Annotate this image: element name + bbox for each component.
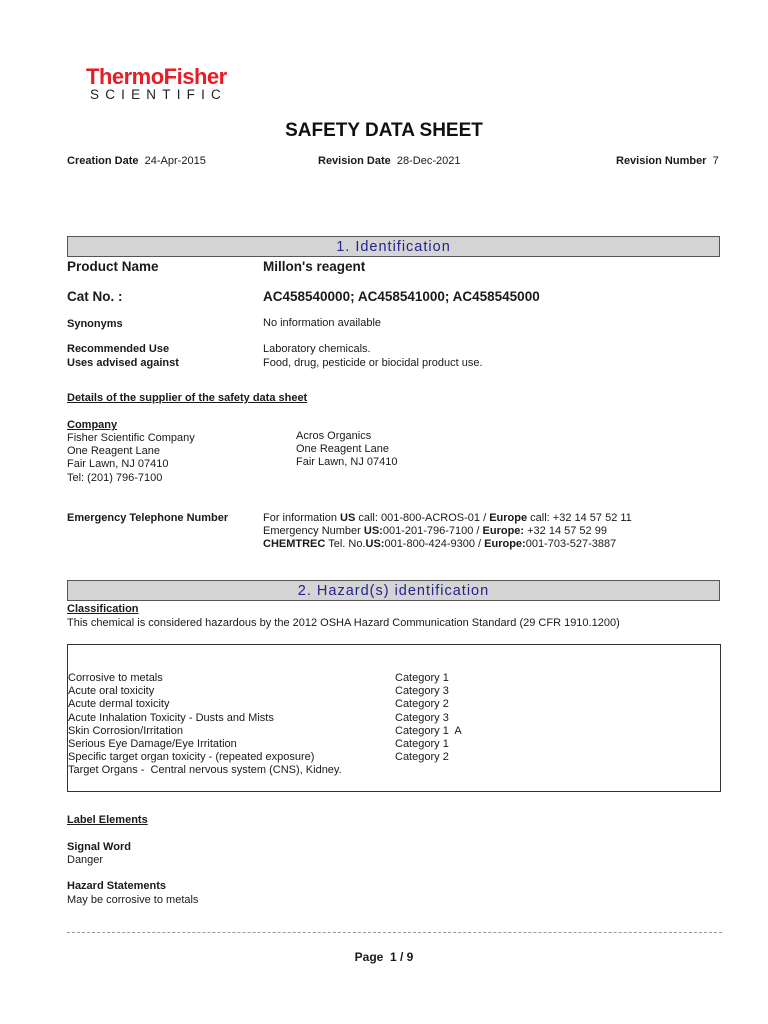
thermofisher-logo: ThermoFisher — [86, 64, 227, 89]
acros-address-line: Acros Organics — [296, 430, 372, 442]
company-address-line: Fair Lawn, NJ 07410 — [67, 458, 169, 471]
cat-no-label: Cat No. : — [67, 289, 123, 304]
company-label: Company — [67, 419, 118, 431]
hazard-category: Category 2 — [395, 698, 449, 711]
uses-advised-against-value: Food, drug, pesticide or biocidal product use. — [263, 357, 483, 369]
synonyms-label: Synonyms — [67, 318, 123, 330]
hazard-name: Skin Corrosion/Irritation — [68, 724, 183, 737]
product-name-label: Product Name — [67, 259, 159, 274]
hazard-statements-value: May be corrosive to metals — [67, 894, 199, 906]
hazard-name: Specific target organ toxicity - (repeated exposure) — [68, 751, 315, 764]
revision-date — [318, 155, 460, 167]
emergency-line-number: Emergency Number US:001-201-796-7100 / Europe: +32 14 57 52 99 — [263, 525, 607, 538]
hazard-list — [68, 672, 488, 778]
synonyms-value: No information available — [263, 317, 382, 329]
hazard-row — [68, 672, 488, 685]
scientific-logo-text: SCIENTIFIC — [90, 87, 228, 102]
hazard-name: Corrosive to metals — [68, 672, 163, 684]
creation-date-label: Creation Date — [67, 155, 139, 167]
revision-date-label: Revision Date — [318, 155, 391, 167]
emergency-telephone-label: Emergency Telephone Number — [67, 512, 229, 524]
creation-date-value: 24-Apr-2015 — [144, 155, 206, 167]
acros-address-line: Fair Lawn, NJ 07410 — [296, 456, 398, 469]
hazard-name: Acute Inhalation Toxicity - Dusts and Mists — [68, 711, 274, 724]
recommended-use-label: Recommended Use — [67, 343, 170, 355]
supplier-details-heading: Details of the supplier of the safety data sheet — [67, 392, 308, 404]
hazard-row — [68, 725, 488, 738]
classification-label: Classification — [67, 603, 139, 615]
hazard-row — [68, 738, 488, 751]
hazard-category: Category 3 — [395, 711, 449, 724]
label-elements-heading: Label Elements — [67, 814, 148, 826]
signal-word-value: Danger — [67, 854, 104, 866]
signal-word-label: Signal Word — [67, 841, 131, 853]
company-address-line: One Reagent Lane — [67, 445, 160, 458]
emergency-line-chemtrec: CHEMTREC Tel. No.US:001-800-424-9300 / Europe:001-703-527-3887 — [263, 538, 617, 551]
revision-number — [616, 155, 719, 167]
hazard-name: Serious Eye Damage/Eye Irritation — [68, 738, 237, 751]
hazard-row — [68, 698, 488, 711]
hazard-category: Category 1 A — [395, 724, 462, 737]
acros-address — [296, 430, 398, 470]
hazard-category: Category 3 — [395, 685, 449, 698]
revision-date-value: 28-Dec-2021 — [396, 155, 461, 167]
product-name-value: Millon's reagent — [263, 259, 366, 274]
hazard-statements-label: Hazard Statements — [67, 880, 167, 892]
hazard-row — [68, 751, 488, 764]
section-2-heading: 2. Hazard(s) identification — [67, 580, 720, 601]
footer-divider — [67, 932, 722, 933]
company-address-line: Fisher Scientific Company — [67, 432, 195, 444]
page-number: Page 1 / 9 — [354, 950, 414, 964]
hazard-name: Acute dermal toxicity — [68, 698, 170, 711]
hazard-name: Acute oral toxicity — [68, 685, 155, 698]
hazard-row — [68, 712, 488, 725]
classification-text: This chemical is considered hazardous by the 2012 OSHA Hazard Communication Standard (29 CFR 1910.1200) — [67, 617, 620, 629]
hazard-category: Category 2 — [395, 751, 449, 764]
recommended-use-value: Laboratory chemicals. — [263, 343, 371, 355]
document-title: SAFETY DATA SHEET — [285, 120, 483, 141]
uses-advised-against-label: Uses advised against — [67, 357, 179, 369]
emergency-numbers — [263, 512, 632, 552]
company-address-line: Tel: (201) 796-7100 — [67, 471, 163, 484]
creation-date — [67, 155, 206, 167]
revision-number-label: Revision Number — [616, 155, 707, 167]
section-1-heading: 1. Identification — [67, 236, 720, 257]
emergency-line-info: For information US call: 001-800-ACROS-01 / Europe call: +32 14 57 52 11 — [263, 512, 632, 524]
revision-number-value: 7 — [712, 155, 719, 167]
hazard-row — [68, 685, 488, 698]
hazard-category: Category 1 — [395, 672, 449, 684]
hazard-category: Category 1 — [395, 738, 449, 751]
acros-address-line: One Reagent Lane — [296, 443, 389, 456]
company-address — [67, 432, 195, 485]
target-organs: Target Organs - Central nervous system (CNS), Kidney. — [68, 764, 342, 777]
cat-no-value: AC458540000; AC458541000; AC458545000 — [263, 289, 540, 304]
